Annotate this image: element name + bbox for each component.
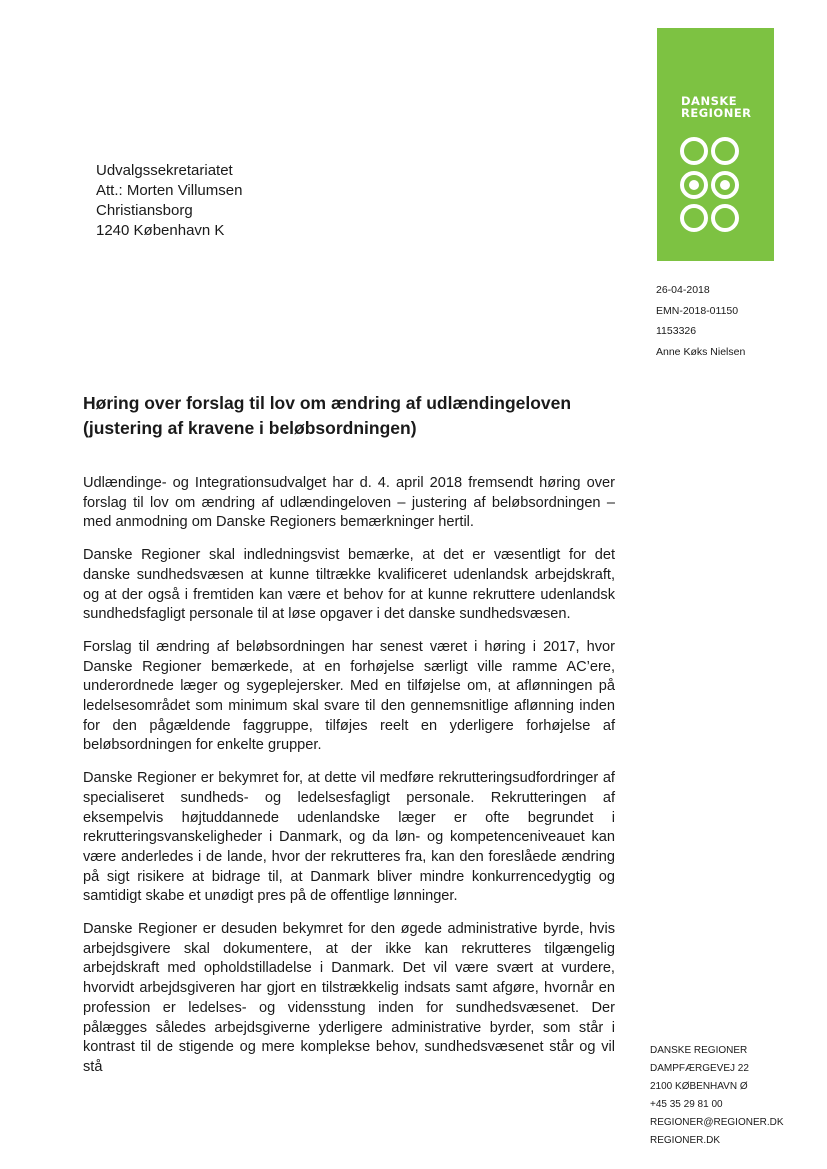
logo-line-1: DANSKE <box>681 94 738 108</box>
footer-street: DAMPFÆRGEVEJ 22 <box>650 1063 749 1074</box>
logo-line-2: REGIONER <box>681 106 752 120</box>
body-paragraph-5: Danske Regioner er desuden bekymret for den øgede administrative byrde, hvis arbejdsgivere skal dokumentere, at der ikke kan rekrutteres tilgængelig arbejdskraft med opholdstilladelse i Danmark. Det vil være svært at vurdere, hvorvidt arbejdsgiveren har gjort en tilstrækkelig indsats samt afgøre, hvornår en profession er ledelses- og vidensstung inden for sundhedsvæsenet. Der pålægges således arbejdsgiverne yderligere administrative byrder, som står i kontrast til de stigende og mere komplekse behov, sundhedsvæsenet står og vil stå <box>83 921 615 1075</box>
footer-email: REGIONER@REGIONER.DK <box>650 1117 784 1128</box>
logo-rings-icon <box>679 136 759 261</box>
recipient-line-1: Udvalgssekretariatet <box>96 162 233 179</box>
document-meta <box>656 280 745 362</box>
footer-city: 2100 KØBENHAVN Ø <box>650 1081 748 1092</box>
body-paragraph-2: Danske Regioner skal indledningsvist bemærke, at det er væsentligt for det danske sundhedsvæsen at kunne tiltrække kvalificeret udenlandsk arbejdskraft, og at der også i fremtiden kan være et behov for at kunne rekruttere udenlandsk sundhedsfagligt personale til at løse opgaver i det danske sundhedsvæsen. <box>83 547 615 623</box>
footer-org: DANSKE REGIONER <box>650 1045 748 1056</box>
footer-phone: +45 35 29 81 00 <box>650 1099 723 1110</box>
recipient-line-3: Christiansborg <box>96 202 193 219</box>
recipient-address <box>96 161 242 241</box>
body-paragraph-4: Danske Regioner er bekymret for, at dette vil medføre rekrutteringsudfordringer af specialiseret sundheds- og ledelsesfagligt personale. Rekrutteringen af eksempelvis højtuddannede udenlandske læger er ofte begrundet i rekrutteringsvanskeligheder i Danmark, og da løn- og kompetenceniveauet kan være anderledes i de lande, hvor der rekrutteres fra, kan den foreslåede ændring på sigt risikere at bidrage til, at Danmark bliver mindre konkurrencedygtig og samtidigt skabe et unødigt pres på de offentlige lønninger. <box>83 770 615 905</box>
logo-wordmark <box>681 95 752 119</box>
meta-author: Anne Køks Nielsen <box>656 345 746 358</box>
meta-case-number: EMN-2018-01150 <box>656 304 739 317</box>
meta-date: 26-04-2018 <box>656 284 710 296</box>
footer-website: REGIONER.DK <box>650 1135 721 1146</box>
sender-footer <box>650 1042 784 1150</box>
recipient-line-2: Att.: Morten Villumsen <box>96 182 243 199</box>
body-paragraph-1: Udlændinge- og Integrationsudvalget har d. 4. april 2018 fremsendt høring over forslag til lov om ændring af udlændingeloven – justering af beløbsordningen – med anmodning om Danske Regioners bemærkninger hertil. <box>83 475 615 531</box>
letter-body <box>83 474 615 1091</box>
body-paragraph-3: Forslag til ændring af beløbsordningen har senest været i høring i 2017, hvor Danske Regioner bemærkede, at en forhøjelse særligt ville ramme AC’ere, underordnede læger og sygeplejersker. Med en tilføjelse om, at aflønningen på ledelsesområdet som minimum skal svare til den gennemsnitlige aflønning inden for den pågældende faggruppe, tilføjes reelt en yderligere forhøjelse af beløbsordningen for enkelte grupper. <box>83 638 615 754</box>
danske-regioner-logo <box>657 28 774 261</box>
recipient-line-4: 1240 København K <box>96 222 225 239</box>
meta-document-number: 1153326 <box>656 325 697 337</box>
letter-title: Høring over forslag til lov om ændring af udlændingeloven (justering af kravene i beløbsordningen) <box>83 393 572 438</box>
